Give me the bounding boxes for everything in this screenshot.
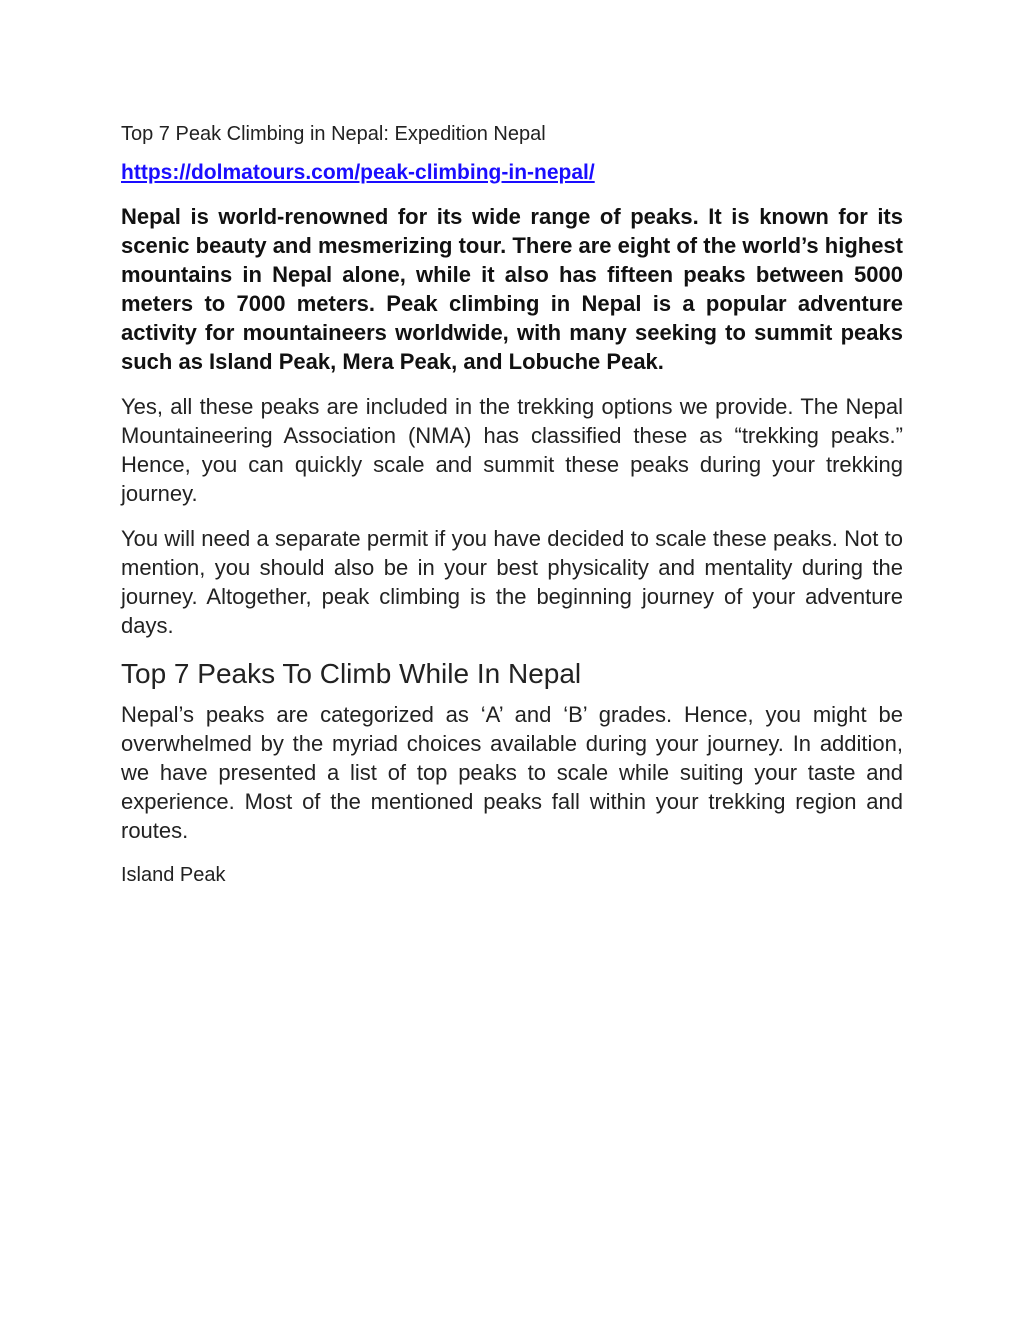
paragraph-permit: You will need a separate permit if you have decided to scale these peaks. Not to mention, you should also be in your best physicality and mentality during the journey. Altogether, peak climbing is the beginning journey of your adventure days. [121,526,903,638]
paragraph-trekking-peaks: Yes, all these peaks are included in the trekking options we provide. The Nepal Mountaineering Association (NMA) has classified these as “trekking peaks.” Hence, you can quickly scale and summit these peaks during your trekking journey. [121,394,903,506]
source-link[interactable]: https://dolmatours.com/peak-climbing-in-nepal/ [121,161,595,184]
document-page [121,118,903,889]
paragraph-grades: Nepal’s peaks are categorized as ‘A’ and ‘B’ grades. Hence, you might be overwhelmed by the myriad choices available during your journey. In addition, we have presented a list of top peaks to scale while suiting your taste and experience. Most of the mentioned peaks fall within your trekking region and routes. [121,702,903,843]
section-heading: Top 7 Peaks To Climb While In Nepal [121,658,582,689]
document-title: Top 7 Peak Climbing in Nepal: Expedition Nepal [121,123,546,145]
sub-heading-island-peak: Island Peak [121,864,226,886]
intro-paragraph: Nepal is world-renowned for its wide range of peaks. It is known for its scenic beauty and mesmerizing tour. There are eight of the world’s highest mountains in Nepal alone, while it also has fifteen peaks between 5000 meters to 7000 meters. Peak climbing in Nepal is a popular adventure activity for mountaineers worldwide, with many seeking to summit peaks such as Island Peak, Mera Peak, and Lobuche Peak. [121,204,903,374]
